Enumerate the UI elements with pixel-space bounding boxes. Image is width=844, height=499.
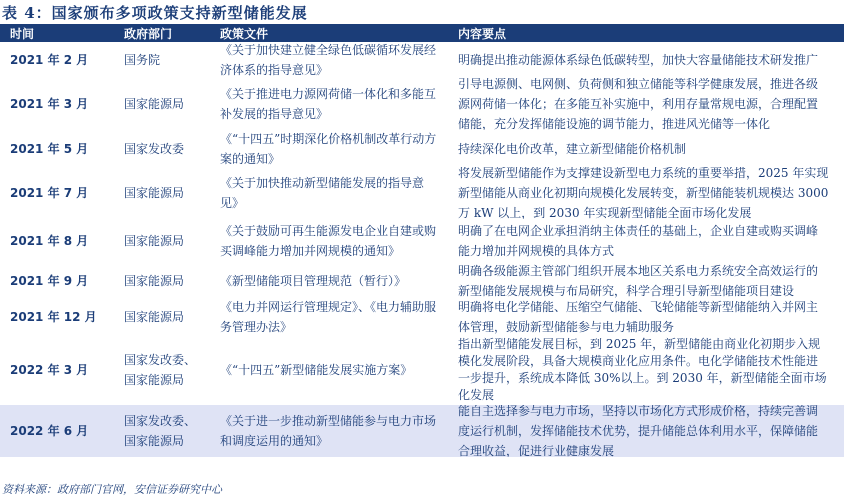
doc-text: 《“十四五”新型储能发展实施方案》 [220,362,413,377]
cell-time: 2021 年 7 月 [10,186,89,200]
content-line: 体管理，鼓励新型储能参与电力辅助服务 [458,319,675,334]
cell-doc [208,42,446,78]
cell-time: 2021 年 3 月 [10,97,89,111]
dept-line: 国家发改委、 [124,352,197,367]
cell-content [446,263,844,299]
content-line: 指出新型储能发展目标，到 2025 年，新型储能由商业化初期步入规 [458,336,821,351]
dept-line: 国家能源局 [124,97,185,111]
cell-content [446,221,844,261]
table-row [0,220,844,263]
header-doc: 政策文件 [220,26,269,41]
content-line: 引导电源侧、电网侧、负荷侧和独立储能等科学健康发展，推进各级 [458,78,819,91]
cell-content [446,139,844,159]
policy-table [0,24,844,458]
doc-text: 《新型储能项目管理规范（暂行）》 [220,273,407,288]
table-row [0,42,844,78]
header-time: 时间 [10,26,35,41]
cell-time: 2021 年 8 月 [10,234,89,248]
cell-time: 2022 年 3 月 [10,362,89,377]
cell-time: 2021 年 12 月 [10,309,97,324]
content-line: 模化发展阶段，具备大规模商业化应用条件。电化学储能技术性能进 [458,353,819,368]
doc-text: 《关于进一步推动新型储能参与电力市场和调度运用的通知》 [220,414,437,448]
content-line: 新型储能从商业化初期向规模化发展转变，新型储能装机规模达 3000 [458,186,829,200]
table-row [0,78,844,131]
content-line: 万 kW 以上，到 2030 年实现新型储能全面市场化发展 [458,206,752,220]
dept-line: 国家能源局 [124,309,185,324]
content-line: 能力增加并网规模的具体方式 [458,244,615,258]
cell-content [446,50,844,70]
doc-text: 《关于加快建立健全绿色低碳循环发展经济体系的指导意见》 [220,42,437,77]
cell-dept [108,94,208,114]
content-line: 明确各级能源主管部门组织开展本地区关系电力系统安全高效运行的 [458,263,819,278]
cell-dept [108,271,208,291]
doc-text: 《关于推进电力源网荷储一体化和多能互补发展的指导意见》 [220,87,437,121]
content-line: 新型储能发展规模与布局研究，科学合理引导新型储能项目建设 [458,283,795,298]
cell-time: 2021 年 5 月 [10,141,89,156]
cell-time: 2021 年 2 月 [10,52,89,67]
content-line: 源网荷储一体化；在多能互补实施中，利用存量常规电源，合理配置 [458,97,819,111]
content-line: 明确了在电网企业承担消纳主体责任的基础上，企业自建或购买调峰 [458,224,819,238]
cell-dept [108,307,208,327]
cell-doc [208,360,446,380]
cell-doc [208,84,446,124]
cell-doc [208,271,446,291]
content-line: 能自主选择参与电力市场，坚持以市场化方式形成价格，持续完善调 [458,405,819,418]
header-dept: 政府部门 [124,26,173,41]
table-title: 表 4：国家颁布多项政策支持新型储能发展 [2,4,308,22]
content-line: 化发展 [458,387,495,402]
cell-dept [108,231,208,251]
table-row [0,167,844,220]
dept-line: 国家能源局 [124,372,185,387]
content-line: 明确将电化学储能、压缩空气储能、飞轮储能等新型储能纳入并网主 [458,299,819,314]
cell-doc [208,221,446,261]
content-line: 度运行机制，发挥储能技术优势，提升储能总体利用水平，保障储能 [458,424,819,438]
doc-text: 《关于鼓励可再生能源发电企业自建或购买调峰能力增加并网规模的通知》 [220,224,437,258]
dept-line: 国家能源局 [124,434,185,448]
dept-line: 国家发改委、 [124,414,197,428]
doc-text: 《“十四五”时期深化价格机制改革行动方案的通知》 [220,131,437,166]
cell-content [446,299,844,335]
cell-doc [208,131,446,167]
content-line: 一步提升，系统成本降低 30%以上。到 2030 年，新型储能全面市场 [458,370,827,385]
cell-doc [208,173,446,213]
cell-dept [108,139,208,159]
cell-time: 2022 年 6 月 [10,424,89,438]
doc-text: 《电力并网运行管理规定》、《电力辅助服务管理办法》 [220,299,437,334]
content-line: 储能，充分发挥储能设施的调节能力，推进风光储等一体化 [458,117,771,131]
content-line: 持续深化电价改革，建立新型储能价格机制 [458,141,687,156]
cell-content [446,78,844,131]
cell-doc [208,299,446,335]
table-row [0,299,844,335]
cell-dept [108,50,208,70]
cell-content [446,405,844,458]
table-row [0,405,844,458]
dept-line: 国家能源局 [124,234,185,248]
source-note: 资料来源：政府部门官网，安信证券研究中心 [2,483,222,496]
table-row [0,335,844,405]
dept-line: 国务院 [124,52,161,67]
cell-content [446,336,844,404]
table-row [0,263,844,299]
dept-line: 国家发改委 [124,141,185,156]
cell-dept [108,350,208,390]
header-content: 内容要点 [458,26,507,41]
cell-dept [108,183,208,203]
cell-content [446,167,844,220]
content-line: 将发展新型储能作为支撑建设新型电力系统的重要举措，2025 年实现 [458,167,829,180]
dept-line: 国家能源局 [124,186,185,200]
content-line: 明确提出推动能源体系绿色低碳转型，加快大容量储能技术研发推广 [458,52,819,67]
table-row [0,131,844,167]
dept-line: 国家能源局 [124,273,185,288]
content-line: 合理收益，促进行业健康发展 [458,444,615,458]
cell-dept [108,411,208,451]
table-header [0,24,844,42]
doc-text: 《关于加快推动新型储能发展的指导意见》 [220,176,425,210]
cell-doc [208,411,446,451]
cell-time: 2021 年 9 月 [10,273,89,288]
